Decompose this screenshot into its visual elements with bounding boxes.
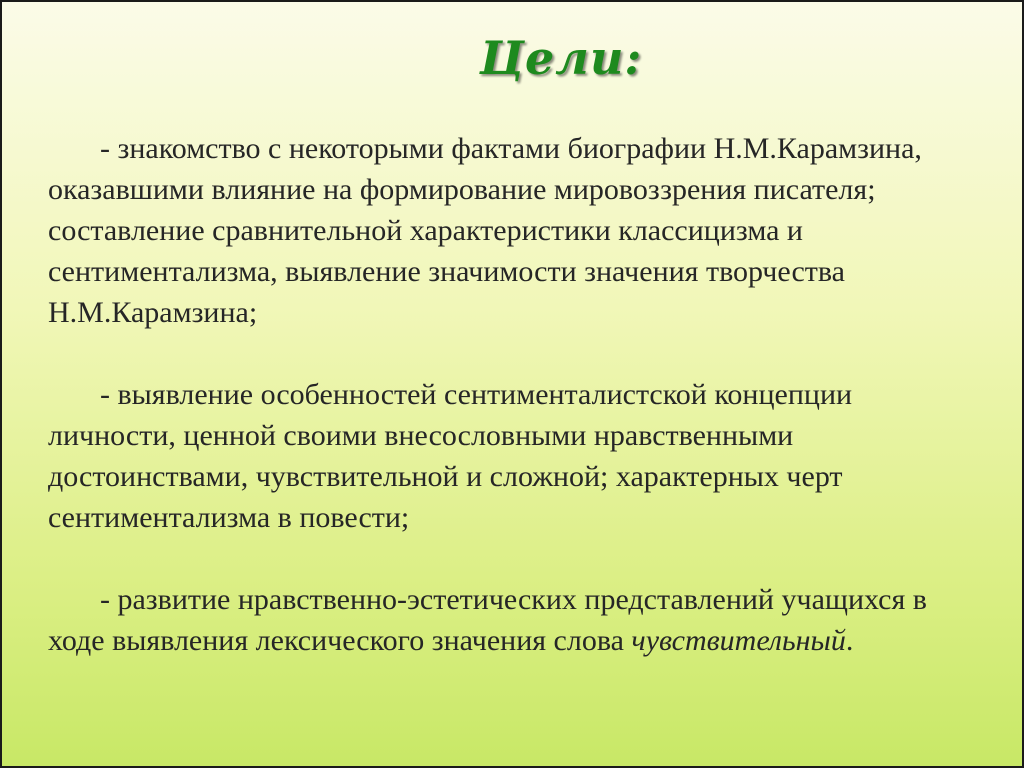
slide-title: Цели: [479,31,643,85]
goal-item-1 [48,128,978,333]
goal-text-1: - знакомство с некоторыми фактами биографии Н.М.Карамзина, оказавшими влияние на формирование мировоззрения писателя; составление сравнительной характеристики классицизма и сентиментализма, выявление значимости значения творчества Н.М.Карамзина; [48,132,922,329]
goal-item-2 [48,374,978,538]
emphasized-word: чувствительный [631,624,846,657]
goal-text-2: - выявление особенностей сентименталистской концепции личности, ценной своими внесословными нравственными достоинствами, чувствительной и сложной; характерных черт сентиментализма в повести; [48,378,853,534]
goal-item-3 [48,579,978,661]
goal-text-3: - развитие нравственно-эстетических представлений учащихся в ходе выявления лексического значения слова [48,583,927,657]
goal-text-3-tail: . [845,624,854,657]
goals-list [48,128,978,661]
